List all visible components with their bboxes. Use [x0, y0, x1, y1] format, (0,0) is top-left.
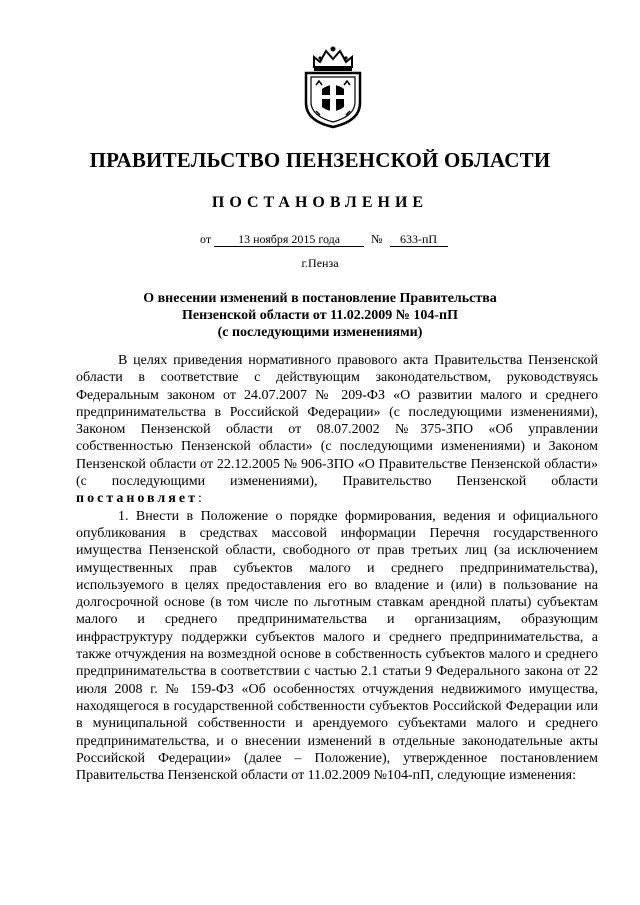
preamble-text: В целях приведения нормативного правового акта Правительства Пензенской области в соответствие с действующим законодательством, руководствуясь Федеральным законом от 24.07.2007 № 209-ФЗ «О развитии малого и среднего предпринимательства в Российской Федерации» (с последующими изменениями), Законом Пензенской области от 08.07.2002 №375-ЗПО «Об управлении собственностью Пензенской области» (с последующими изменениями) и Законом Пензенской области от 22.12.2005 № 906-ЗПО «О Правительстве Пензенской области» (с последующими изменениями), Правительство Пензенской области: [76, 353, 598, 490]
city-label: г.Пенза: [301, 256, 339, 270]
subject-line-3: (с последующими изменениями): [217, 325, 423, 340]
document-type: ПОСТАНОВЛЕНИЕ: [211, 194, 429, 211]
document-number: 633-пП: [390, 232, 448, 247]
government-title: ПРАВИТЕЛЬСТВО ПЕНЗЕНСКОЙ ОБЛАСТИ: [89, 148, 551, 172]
document-subject: [60, 290, 580, 341]
number-label: №: [371, 232, 383, 246]
document-date: 13 ноября 2015 года: [214, 232, 364, 247]
subject-line-1: О внесении изменений в постановление Правительства: [143, 291, 497, 306]
date-number-line: [200, 232, 448, 247]
subject-line-2: Пензенской области от 11.02.2009 № 104-пП: [181, 308, 458, 323]
resolution-keyword: постановляет: [76, 491, 198, 507]
date-prefix-label: от: [200, 232, 212, 246]
preamble-colon: :: [197, 491, 202, 507]
preamble-paragraph: [76, 352, 598, 508]
clause-1-paragraph: 1. Внести в Положение о порядке формирования, ведения и официального опубликования в средствах массовой информации Перечня государственного имущества Пензенской области, свободного от прав третьих лиц (за исключением имущественных прав субъектов малого и среднего предпринимательства), используемого в целях предоставления его во владение и (или) в пользование на долгосрочной основе (в том числе по льготным ставкам арендной платы) субъектам малого и среднего предпринимательства и организациям, образующим инфраструктуру поддержки субъектов малого и среднего предпринимательства, а также отчуждения на возмездной основе в собственность субъектов малого и среднего предпринимательства в соответствии с частью 2.1 статьи 9 Федерального закона от 22 июля 2008 г. № 159-ФЗ «Об особенностях отчуждения недвижимого имущества, находящегося в государственной собственности субъектов Российской Федерации или в муниципальной собственности и арендуемого субъектами малого и среднего предпринимательства, и о внесении изменений в отдельные законодательные акты Российской Федерации» (далее – Положение), утвержденное постановлением Правительства Пензенской области от 11.02.2009 №104-пП, следующие изменения:: [76, 508, 598, 784]
document-body: [76, 352, 598, 784]
penza-region-coat-of-arms-icon: [300, 45, 366, 129]
